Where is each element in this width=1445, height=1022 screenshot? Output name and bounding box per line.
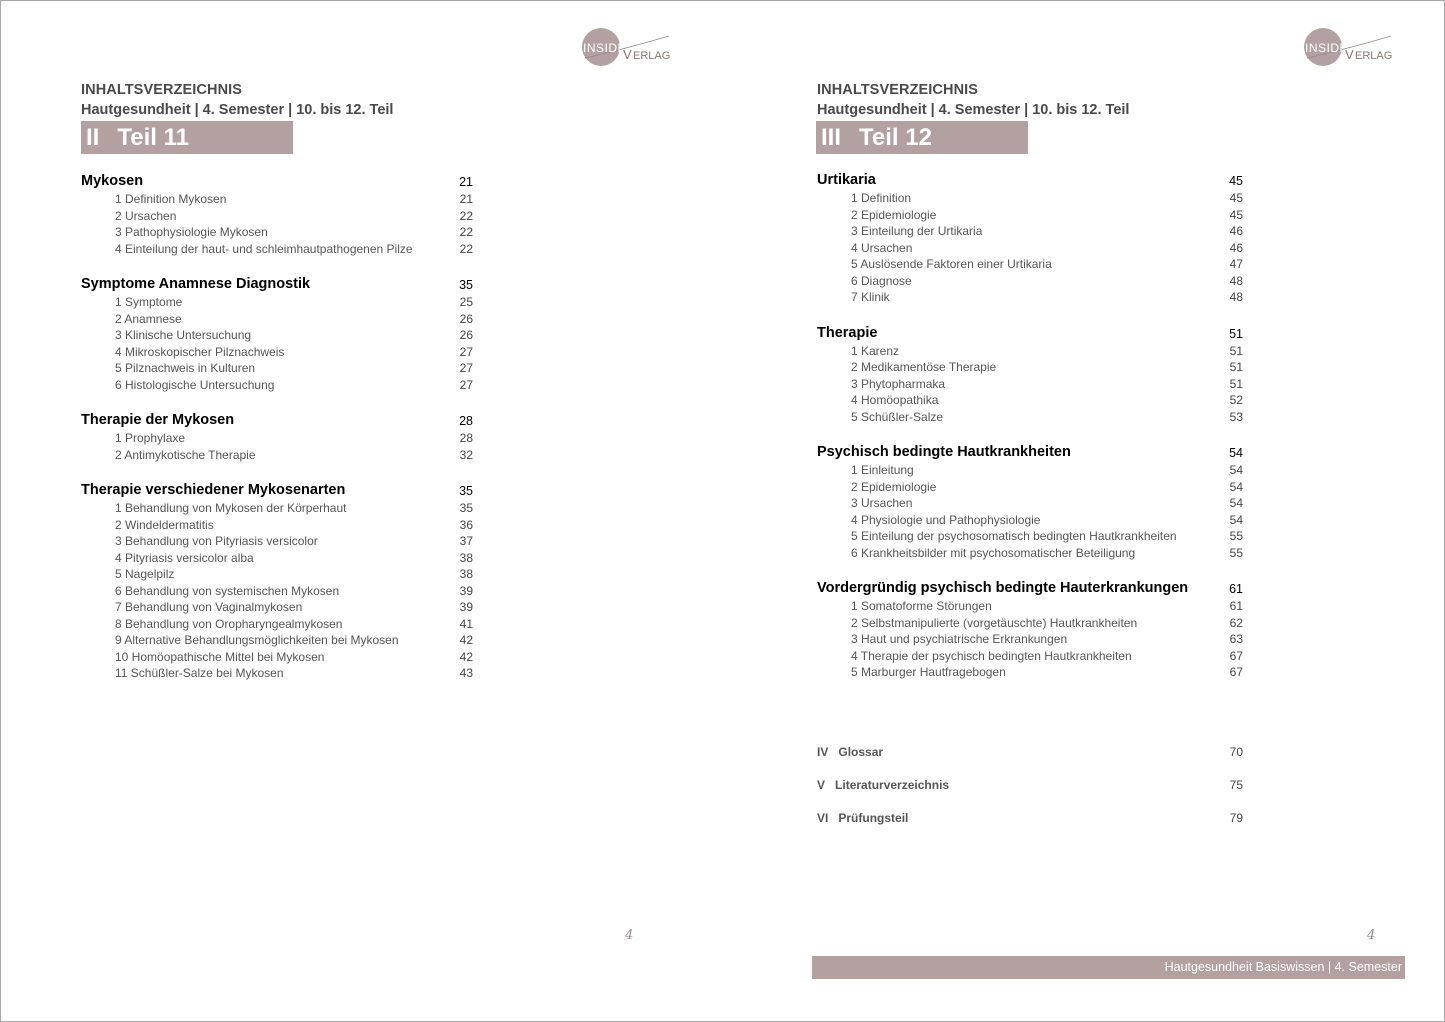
part-number: III (821, 124, 842, 151)
toc-entry[interactable]: 2 Antimykotische Therapie 32 (115, 447, 473, 462)
toc-entry[interactable]: 4 Mikroskopischer Pilznachweis 27 (115, 344, 473, 359)
publisher-logo (581, 26, 671, 68)
toc-entry[interactable]: 4 Homöopathika 52 (851, 393, 1243, 407)
toc-entry[interactable]: 3 Haut und psychiatrische Erkrankungen 63 (851, 632, 1243, 646)
toc-entry[interactable]: 2 Ursachen 22 (115, 208, 473, 223)
svg-text:V: V (1345, 47, 1354, 62)
toc-right (817, 171, 1243, 699)
toc-entry[interactable]: 6 Krankheitsbilder mit psychosomatischer Beteiligung 55 (851, 545, 1243, 560)
toc-entry[interactable]: 8 Behandlung von Oropharyngealmykosen 41 (115, 616, 473, 631)
part-title: Teil 12 (859, 124, 932, 151)
toc-entry[interactable]: 1 Karenz 51 (851, 343, 1243, 358)
part-number: II (86, 124, 100, 151)
svg-text:V: V (623, 47, 632, 62)
toc-entry[interactable]: 1 Somatoforme Störungen 61 (851, 599, 1243, 613)
toc-section (817, 171, 1243, 306)
toc-extra-pruefung[interactable]: VI Prüfungsteil 79 (817, 811, 1243, 825)
toc-entry[interactable]: 1 Definition Mykosen 21 (115, 192, 473, 206)
part-title-bar (816, 121, 1028, 154)
toc-extra-literatur[interactable]: V Literaturverzeichnis 75 (817, 778, 1243, 792)
toc-entry[interactable]: 6 Behandlung von systemischen Mykosen 39 (115, 583, 473, 598)
page-number: 4 (1367, 928, 1376, 943)
toc-entry[interactable]: 3 Behandlung von Pityriasis versicolor 37 (115, 534, 473, 548)
section-heading[interactable]: Therapie verschiedener Mykosenarten 35 (81, 482, 473, 498)
toc-extra-glossar[interactable]: IV Glossar 70 (817, 745, 1243, 759)
footer-bar: Hautgesundheit Basiswissen | 4. Semester (812, 956, 1405, 979)
section-heading[interactable]: Urtikaria 45 (817, 172, 1243, 188)
toc-section (81, 481, 473, 682)
toc-section (817, 324, 1243, 426)
toc-entry[interactable]: 5 Pilznachweis in Kulturen 27 (115, 361, 473, 375)
toc-left (81, 172, 473, 700)
toc-subtitle: Hautgesundheit | 4. Semester | 10. bis 12. Teil (81, 102, 394, 118)
toc-entry[interactable]: 2 Epidemiologie 45 (851, 207, 1243, 222)
toc-entry[interactable]: 4 Therapie der psychisch bedingten Hautkrankheiten 67 (851, 648, 1243, 663)
toc-entry[interactable]: 2 Anamnese 26 (115, 311, 473, 326)
toc-subtitle: Hautgesundheit | 4. Semester | 10. bis 12. Teil (817, 102, 1130, 118)
publisher-logo (1303, 26, 1393, 68)
toc-entry[interactable]: 4 Pityriasis versicolor alba 38 (115, 550, 473, 565)
toc-entry[interactable]: 1 Prophylaxe 28 (115, 431, 473, 445)
toc-entry[interactable]: 2 Windeldermatitis 36 (115, 517, 473, 532)
section-heading[interactable]: Therapie 51 (817, 324, 1243, 341)
toc-entry[interactable]: 5 Nagelpilz 38 (115, 567, 473, 581)
toc-entry[interactable]: 1 Symptome 25 (115, 295, 473, 309)
page-number: 4 (625, 928, 634, 943)
toc-entry[interactable]: 1 Einleitung 54 (851, 463, 1243, 477)
toc-entry[interactable]: 1 Definition 45 (851, 191, 1243, 205)
toc-section (817, 579, 1243, 681)
logo-icon (581, 26, 673, 70)
part-title: Teil 11 (117, 124, 189, 151)
part-title-bar (81, 121, 293, 154)
toc-entry[interactable]: 3 Phytopharmaka 51 (851, 376, 1243, 391)
toc-entry[interactable]: 11 Schüßler-Salze bei Mykosen 43 (115, 666, 473, 680)
section-heading[interactable]: Mykosen 21 (81, 173, 473, 189)
toc-entry[interactable]: 3 Klinische Untersuchung 26 (115, 328, 473, 342)
toc-entry[interactable]: 1 Behandlung von Mykosen der Körperhaut 35 (115, 501, 473, 515)
toc-section (817, 443, 1243, 561)
toc-entry[interactable]: 3 Pathophysiologie Mykosen 22 (115, 225, 473, 239)
section-heading[interactable]: Psychisch bedingte Hautkrankheiten 54 (817, 444, 1243, 460)
svg-text:ERLAG: ERLAG (1355, 50, 1393, 62)
toc-section (81, 411, 473, 463)
toc-entry[interactable]: 2 Medikamentöse Therapie 51 (851, 360, 1243, 374)
toc-entry[interactable]: 5 Einteilung der psychosomatisch bedingten Hautkrankheiten 55 (851, 529, 1243, 543)
logo-icon (1303, 26, 1395, 70)
toc-entry[interactable]: 9 Alternative Behandlungsmöglichkeiten bei Mykosen 42 (115, 633, 473, 647)
toc-entry[interactable]: 5 Schüßler-Salze 53 (851, 409, 1243, 424)
svg-text:INSIDE: INSIDE (583, 41, 627, 55)
toc-heading: INHALTSVERZEICHNIS (817, 82, 979, 98)
toc-section (81, 172, 473, 257)
toc-entry[interactable]: 2 Epidemiologie 54 (851, 479, 1243, 494)
toc-entry[interactable]: 7 Behandlung von Vaginalmykosen 39 (115, 600, 473, 614)
toc-entry[interactable]: 6 Histologische Untersuchung 27 (115, 377, 473, 392)
svg-text:ERLAG: ERLAG (633, 50, 671, 62)
section-heading[interactable]: Vordergründig psychisch bedingte Hauterkrankungen 61 (817, 580, 1243, 596)
section-heading[interactable]: Symptome Anamnese Diagnostik 35 (81, 276, 473, 292)
toc-entry[interactable]: 6 Diagnose 48 (851, 273, 1243, 288)
toc-entry[interactable]: 5 Auslösende Faktoren einer Urtikaria 47 (851, 257, 1243, 271)
toc-entry[interactable]: 3 Einteilung der Urtikaria 46 (851, 224, 1243, 238)
toc-entry[interactable]: 4 Einteilung der haut- und schleimhautpathogenen Pilze 22 (115, 241, 473, 256)
toc-entry[interactable]: 2 Selbstmanipulierte (vorgetäuschte) Hautkrankheiten 62 (851, 615, 1243, 630)
toc-entry[interactable]: 4 Ursachen 46 (851, 240, 1243, 255)
svg-text:INSIDE: INSIDE (1305, 41, 1349, 55)
toc-entry[interactable]: 3 Ursachen 54 (851, 496, 1243, 510)
section-heading[interactable]: Therapie der Mykosen 28 (81, 412, 473, 428)
toc-entry[interactable]: 4 Physiologie und Pathophysiologie 54 (851, 512, 1243, 527)
toc-entry[interactable]: 10 Homöopathische Mittel bei Mykosen 42 (115, 649, 473, 664)
toc-entry[interactable]: 7 Klinik 48 (851, 290, 1243, 304)
toc-heading: INHALTSVERZEICHNIS (81, 82, 243, 98)
toc-section (81, 275, 473, 393)
toc-entry[interactable]: 5 Marburger Hautfragebogen 67 (851, 665, 1243, 679)
